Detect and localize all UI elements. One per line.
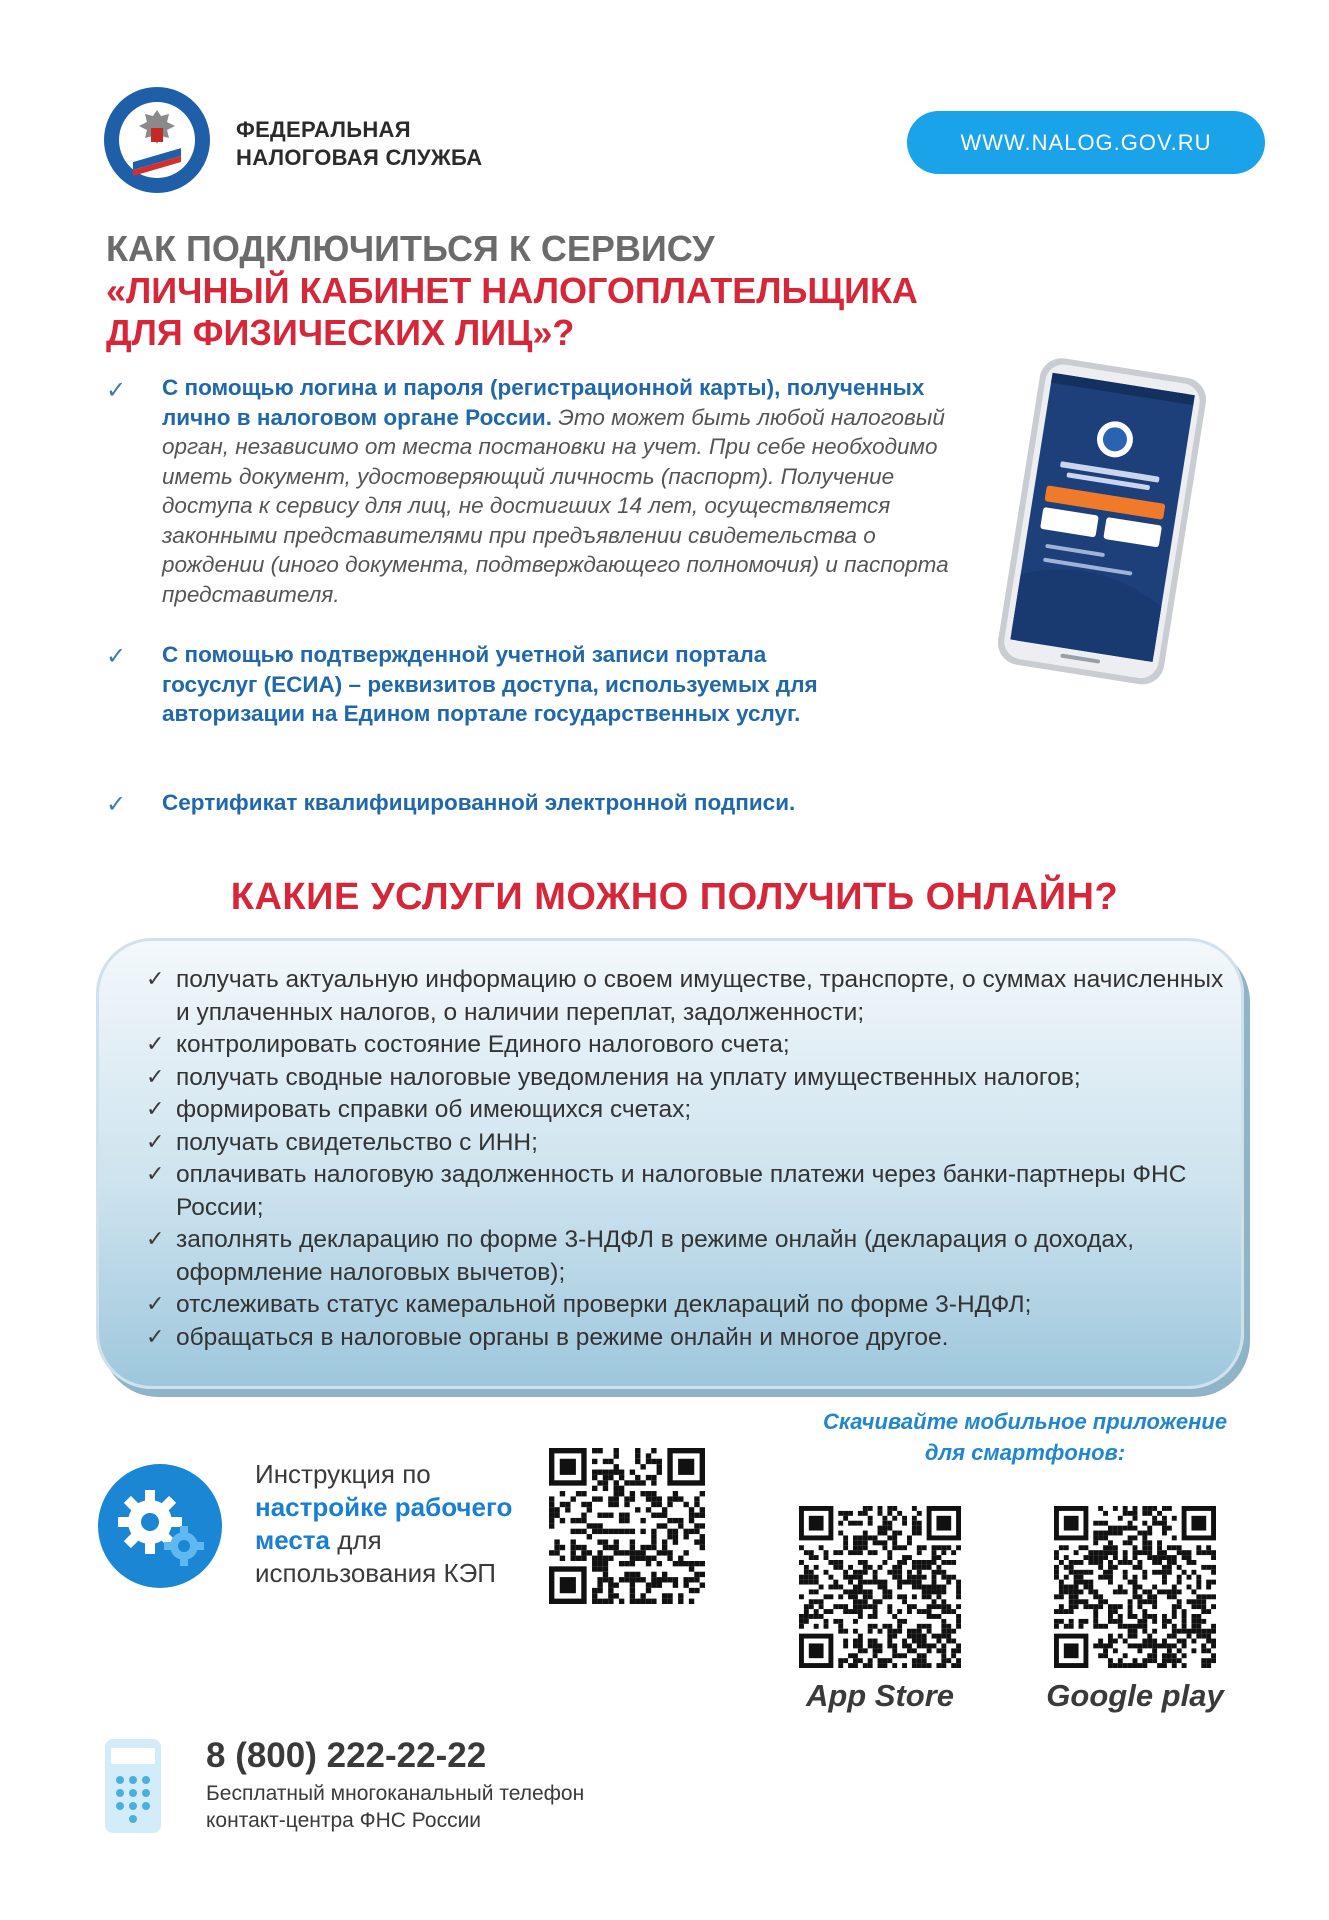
qr-code-app-store[interactable] xyxy=(799,1506,961,1668)
qr-code-instruction[interactable] xyxy=(549,1448,705,1604)
connect-item-login xyxy=(162,373,952,609)
list-item: ✓ оплачивать налоговую задолженность и налоговые платежи через банки-партнеры ФНС России; xyxy=(146,1161,1187,1221)
title-line3: ДЛЯ ФИЗИЧЕСКИХ ЛИЦ»? xyxy=(106,312,575,353)
connect-item-signature-bold: Сертификат квалифицированной электронной подписи. xyxy=(162,790,796,815)
kep-instruction-text: Инструкция по настройке рабочего места для использования КЭП xyxy=(255,1459,513,1588)
list-item: ✓ отслеживать статус камеральной проверки деклараций по форме 3-НДФЛ; xyxy=(146,1289,1226,1322)
list-item: ✓ получать сводные налоговые уведомления на уплату имущественных налогов; xyxy=(146,1062,1226,1095)
org-name-line1: ФЕДЕРАЛЬНАЯ xyxy=(236,117,411,142)
list-item: ✓ получать свидетельство с ИНН; xyxy=(146,1127,1226,1160)
check-icon: ✓ xyxy=(146,1032,165,1057)
connect-item-login-italic: Это может быть любой налоговый орган, независимо от места постановки на учет. При себе необходимо иметь документ, удостоверяющий личность (паспорт). Получение доступа к сервису для лиц, не достигших 14 лет, осуществляется законными представителями при предъявлении свидетельства о рождении (иного документа, подтверждающего полномочия) и паспорта представителя. xyxy=(162,404,949,607)
list-item: ✓ обращаться в налоговые органы в режиме онлайн и многое другое. xyxy=(146,1322,1226,1355)
list-item: ✓ формировать справки об имеющихся счетах; xyxy=(146,1094,1226,1127)
phone-keypad-icon xyxy=(104,1738,162,1834)
title-line1: КАК ПОДКЛЮЧИТЬСЯ К СЕРВИСУ xyxy=(106,228,715,269)
hotline-description: Бесплатный многоканальный телефон контакт-центра ФНС России xyxy=(206,1782,585,1832)
connect-item-esia-bold: С помощью подтвержденной учетной записи портала госуслуг (ЕСИА) – реквизитов доступа, используемых для авторизации на Едином портале государственных услуг. xyxy=(162,642,818,726)
qr-code-google-play[interactable] xyxy=(1054,1506,1216,1668)
app-download-cta: Скачивайте мобильное приложение для смартфонов: xyxy=(822,1409,1228,1465)
services-heading: КАКИЕ УСЛУГИ МОЖНО ПОЛУЧИТЬ ОНЛАЙН? xyxy=(230,876,1119,918)
connect-item-login-bold: С помощью логина и пароля (регистрационной карты), полученных лично в налоговом органе России. xyxy=(162,375,925,430)
services-list xyxy=(146,964,1226,1354)
website-link[interactable]: WWW.NALOG.GOV.RU xyxy=(907,111,1265,174)
connect-item-esia xyxy=(162,640,862,729)
check-icon: ✓ xyxy=(106,376,127,404)
check-icon: ✓ xyxy=(146,1227,165,1252)
gears-icon xyxy=(98,1464,222,1588)
list-item: ✓ получать актуальную информацию о своем имуществе, транспорте, о суммах начисленных и уплаченных налогов, о наличии переплат, задолженности; xyxy=(146,966,1224,1026)
check-icon: ✓ xyxy=(106,642,127,670)
smartphone-app-illustration xyxy=(990,356,1210,686)
fns-emblem-icon xyxy=(103,86,211,194)
org-name-line2: НАЛОГОВАЯ СЛУЖБА xyxy=(236,145,483,170)
app-store-label[interactable]: App Store xyxy=(805,1678,955,1713)
hotline-number[interactable]: 8 (800) 222-22-22 xyxy=(206,1736,487,1775)
check-icon: ✓ xyxy=(146,1064,165,1090)
list-item: ✓ контролировать состояние Единого налогового счета; xyxy=(146,1029,1226,1062)
check-icon: ✓ xyxy=(146,1129,165,1155)
page-title xyxy=(106,228,918,354)
kep-instruction-link[interactable]: настройке рабочего места xyxy=(255,1492,513,1555)
check-icon: ✓ xyxy=(146,1162,165,1187)
title-line2: «ЛИЧНЫЙ КАБИНЕТ НАЛОГОПЛАТЕЛЬЩИКА xyxy=(106,270,918,311)
connect-item-signature xyxy=(162,788,952,818)
check-icon: ✓ xyxy=(146,1292,165,1317)
check-icon: ✓ xyxy=(146,967,165,992)
check-icon: ✓ xyxy=(146,1097,165,1122)
check-icon: ✓ xyxy=(146,1324,165,1350)
org-name xyxy=(236,116,483,172)
list-item: ✓ заполнять декларацию по форме 3-НДФЛ в режиме онлайн (декларация о доходах, оформление налоговых вычетов); xyxy=(146,1226,1135,1286)
check-icon: ✓ xyxy=(106,790,127,818)
google-play-label[interactable]: Google play xyxy=(1046,1678,1224,1713)
